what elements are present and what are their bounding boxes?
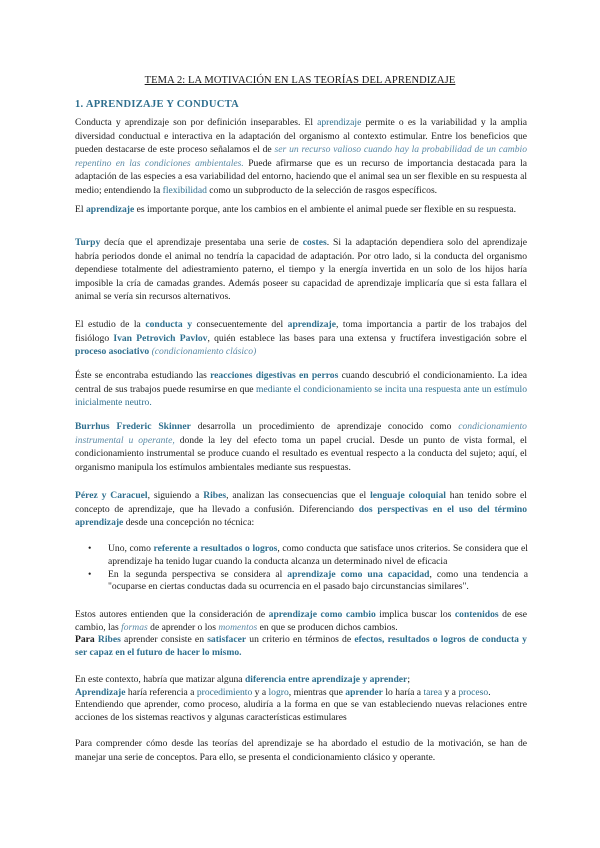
emphasis: condicionamiento instrumental u operante,: [75, 421, 527, 446]
keyword: proceso: [458, 686, 489, 698]
text: haría referencia a: [125, 686, 197, 698]
text: permite o es la variabilidad y la amplia diversidad conductual e interactiva en la adaptación del organismo al contexto estimular. Entre los beneficios que pueden destacarse de este proceso señalamos el de: [75, 117, 527, 155]
keyword: satisfacer: [207, 634, 247, 646]
keyword: diferencia entre aprendizaje y aprender: [244, 674, 408, 685]
text: donde la ley del efecto toma un papel crucial. Desde un punto de vista formal, el condicionamiento instrumental se produce cuando el resultado es eventual respecto a la conducta del sujeto; aquí, el organismo manipula los estímulos ambientales mediante sus respuestas.: [75, 434, 528, 473]
paragraph-7: [75, 489, 527, 530]
document-title: TEMA 2: LA MOTIVACIÓN EN LAS TEORÍAS DEL APRENDIZAJE: [144, 75, 456, 86]
author-name: Ribes: [97, 634, 121, 646]
text: Estos autores entienden que la consideración de: [75, 609, 269, 620]
section-heading: 1. APRENDIZAJE Y CONDUCTA: [75, 99, 240, 110]
text: de aprender o los: [147, 621, 219, 633]
bullet-icon: •: [88, 568, 92, 580]
list-item: [88, 543, 528, 569]
paragraph-8: [75, 609, 527, 659]
text: Para: [75, 634, 98, 646]
bullet-icon: •: [88, 543, 92, 554]
keyword: procedimiento: [196, 686, 253, 698]
text: ;: [407, 674, 410, 685]
text: El: [75, 204, 86, 215]
keyword: aprendizaje: [85, 204, 135, 215]
text: consecuentemente del: [192, 319, 288, 330]
keyword: lenguaje coloquial: [370, 490, 446, 501]
keyword: aprendizaje: [317, 117, 362, 128]
text: y a: [252, 686, 269, 698]
paragraph-6: [75, 420, 527, 474]
text: como un subproducto de la selección de rasgos específicos.: [206, 184, 438, 196]
keyword: efectos, resultados o logros de conducta y ser capaz en el futuro de hacer lo mismo.: [75, 634, 527, 658]
paragraph-2: [75, 203, 527, 217]
author-name: Ivan Petrovich Pavlov: [113, 332, 208, 344]
emphasis: (condicionamiento clásico): [149, 346, 257, 357]
emphasis: mediante el condicionamiento se incita una respuesta ante un estímulo inicialmente neutro.: [75, 383, 527, 408]
author-name: Turpy: [75, 237, 101, 248]
keyword: Aprendizaje: [75, 686, 126, 698]
keyword: flexibilidad: [162, 184, 207, 196]
text: un criterio en términos de: [246, 634, 355, 646]
text: de ese cambio, las: [75, 609, 528, 633]
text: y a: [442, 686, 459, 698]
keyword: aprendizaje como una capacidad: [287, 568, 430, 580]
keyword: aprendizaje: [287, 319, 336, 330]
text: , quién establece las bases para una extensa y fructífera investigación sobre el: [207, 332, 527, 344]
paragraph-10: [75, 737, 527, 764]
keyword: reacciones digestivas en perros: [210, 370, 339, 381]
text: cuando descubrió el condicionamiento. La idea central de sus trabajos puede resumirse en que: [75, 370, 527, 395]
keyword: logro: [268, 686, 289, 698]
keyword: tarea: [423, 686, 443, 698]
keyword: dos perspectivas en el uso del término aprendizaje: [75, 503, 527, 528]
text: desde una concepción no técnica:: [123, 517, 255, 528]
text: Conducta y aprendizaje son por definición inseparables. El: [75, 117, 318, 128]
keyword: contenidos: [454, 609, 499, 620]
text: En la segunda perspectiva se considera al: [108, 568, 288, 580]
text: aprender consiste en: [120, 634, 208, 646]
emphasis: formas: [121, 621, 148, 633]
text: en que se producen dichos cambios.: [257, 621, 398, 633]
text: .: [488, 686, 491, 698]
keyword: aprendizaje como cambio: [268, 609, 376, 620]
author-name: Burrhus Frederic Skinner: [75, 421, 191, 432]
paragraph-4: [75, 318, 527, 359]
text: Puede afirmarse que es un recurso de importancia destacada para la adaptación de las especies a esa variabilidad del entorno, haciendo que el animal sea un ser flexible en su respuesta al medio; entendiendo la: [75, 157, 528, 196]
text: , como una tendencia a "ocuparse en ciertas conductas dada su ocurrencia en el pasado bajo circunstancias similares".: [108, 568, 529, 593]
keyword: costes: [302, 237, 327, 248]
author-name: Ribes: [203, 490, 227, 501]
text: , siguiendo a: [147, 490, 204, 501]
text: implica buscar los: [375, 609, 455, 620]
paragraph-9: [75, 674, 527, 724]
paragraph-1: [75, 116, 527, 197]
text: , analizan las consecuencias que el: [226, 490, 371, 501]
text: Uno, como: [108, 543, 154, 554]
paragraph-3: [75, 236, 527, 304]
text: En este contexto, habría que matizar alguna: [75, 674, 245, 685]
text: decía que el aprendizaje presentaba una serie de: [100, 237, 303, 248]
paragraph-5: [75, 369, 527, 410]
keyword: aprender: [345, 686, 383, 698]
text: . Si la adaptación dependiera solo del aprendizaje habría periodos donde el animal no tendría la capacidad de adaptación. Por otro lado, si la conducta del organismo dependiese totalmente del adiestramiento paterno, el tiempo y la energía invertida en un solo de los hijos haría imposible la cría de camadas grandes. Además poseer su capacidad de aprendizaje implicaría que si esta fallara el animal se vería sin recursos alternativos.: [75, 237, 527, 302]
text: Entendiendo que aprender, como proceso, aludiría a la forma en que se van estableciendo nuevas relaciones entre acciones de los sistemas reactivos y algunas características estimulares: [75, 699, 527, 723]
text: , mientras que: [288, 686, 346, 698]
keyword: conducta y: [145, 319, 193, 330]
keyword: proceso asociativo: [75, 346, 150, 357]
text: desarrolla un procedimiento de aprendizaje conocido como: [190, 421, 459, 432]
text: es importante porque, ante los cambios en el ambiente el animal puede ser flexible en su respuesta.: [134, 204, 517, 215]
text: , como conducta que satisface unos criterios. Se considera que el aprendizaje ha tenido lugar cuando la conducta alcanza un determinado nivel de eficacia: [108, 543, 528, 567]
emphasis: ser un recurso valioso cuando hay la probabilidad de un cambio repentino en las condiciones ambientales.: [75, 144, 527, 169]
emphasis: momentos: [218, 621, 258, 633]
author-name: Pérez y Caracuel: [75, 490, 148, 501]
text: han tenido sobre el concepto de aprendizaje, que ha llevado a confusión. Diferenciando: [75, 490, 527, 515]
text: , toma importancia a partir de los trabajos del fisiólogo: [75, 319, 528, 344]
text: lo haría a: [382, 686, 424, 698]
bullet-list: [88, 543, 528, 594]
keyword: referente a resultados o logros: [153, 543, 278, 554]
text: Para comprender cómo desde las teorías del aprendizaje se ha abordado el estudio de la motivación, se han de manejar una serie de conceptos. Para ello, se presenta el condicionamiento clásico y operante.: [75, 738, 527, 763]
text: Éste se encontraba estudiando las: [75, 370, 211, 381]
list-item: [88, 569, 528, 595]
text: El estudio de la: [75, 319, 146, 330]
